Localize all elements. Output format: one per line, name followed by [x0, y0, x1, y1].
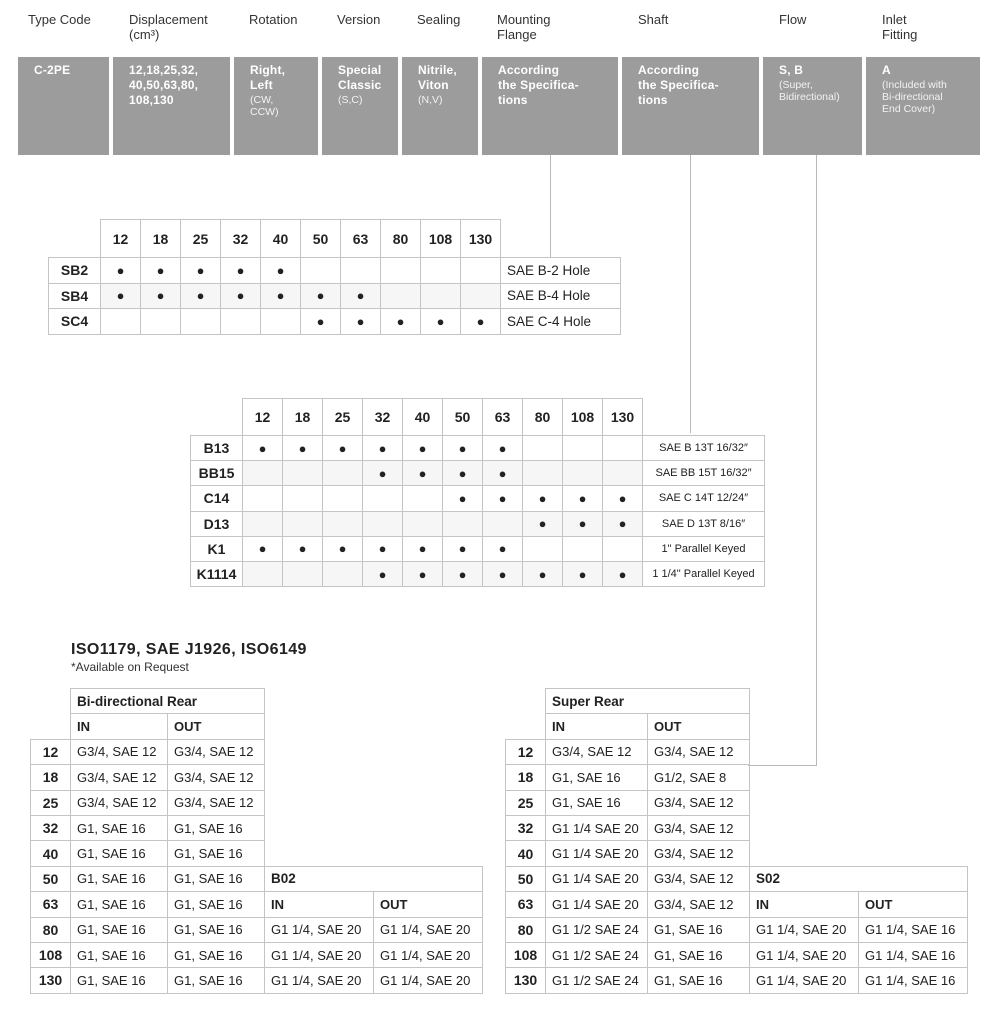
- availability-cell: ●: [341, 309, 381, 335]
- label-flow: Flow: [779, 12, 807, 27]
- size-header: 63: [341, 220, 381, 258]
- availability-cell: [261, 309, 301, 335]
- in-port-cell: G1 1/4 SAE 20: [546, 866, 648, 891]
- out-port-cell: G3/4, SAE 12: [648, 790, 750, 815]
- availability-cell: ●: [461, 309, 501, 335]
- availability-cell: ●: [101, 283, 141, 309]
- availability-cell: [363, 486, 403, 511]
- box-flow-note: (Super, Bidirectional): [779, 79, 840, 103]
- availability-cell: ●: [243, 436, 283, 461]
- box-inlet-fitting-note: (Included with Bi-directional End Cover): [882, 79, 947, 115]
- label-shaft: Shaft: [638, 12, 669, 27]
- size-header: 130: [603, 399, 643, 436]
- availability-cell: ●: [483, 536, 523, 561]
- box-displacement: [113, 57, 230, 155]
- size-cell: 63: [31, 892, 71, 917]
- in-port-cell: G1, SAE 16: [71, 942, 168, 967]
- table-row: [49, 309, 621, 335]
- row-description: SAE B-2 Hole: [501, 258, 621, 284]
- availability-cell: [221, 309, 261, 335]
- availability-cell: [483, 511, 523, 536]
- option-in-header: IN: [265, 892, 374, 917]
- table-row: [31, 815, 483, 840]
- size-cell: 80: [506, 917, 546, 942]
- in-port-cell: G1, SAE 16: [546, 790, 648, 815]
- size-cell: 63: [506, 892, 546, 917]
- availability-cell: ●: [443, 436, 483, 461]
- out-port-cell: G3/4, SAE 12: [648, 841, 750, 866]
- in-port-cell: G1, SAE 16: [71, 866, 168, 891]
- table-row: [191, 461, 765, 486]
- availability-cell: ●: [603, 486, 643, 511]
- availability-cell: [523, 461, 563, 486]
- option-in-header: IN: [750, 892, 859, 917]
- row-description: SAE D 13T 8/16″: [643, 511, 765, 536]
- availability-cell: ●: [563, 486, 603, 511]
- out-port-cell: G1, SAE 16: [168, 892, 265, 917]
- connector-shaft: [690, 155, 691, 433]
- in-port-cell: G1 1/4 SAE 20: [546, 892, 648, 917]
- size-header: 63: [483, 399, 523, 436]
- in-port-cell: G3/4, SAE 12: [71, 765, 168, 790]
- option-in-cell: G1 1/4, SAE 20: [750, 942, 859, 967]
- table-row: [31, 866, 483, 891]
- size-header: 108: [421, 220, 461, 258]
- option-out-cell: G1 1/4, SAE 20: [374, 968, 483, 993]
- out-header: OUT: [168, 714, 265, 739]
- availability-cell: ●: [261, 258, 301, 284]
- in-port-cell: G1 1/2 SAE 24: [546, 917, 648, 942]
- in-port-cell: G1 1/2 SAE 24: [546, 968, 648, 993]
- box-shaft-value: According the Specifica- tions: [638, 63, 719, 107]
- out-port-cell: G1, SAE 16: [168, 942, 265, 967]
- label-inlet-fitting: Inlet Fitting: [882, 12, 918, 42]
- size-cell: 32: [506, 815, 546, 840]
- label-mounting-flange: Mounting Flange: [497, 12, 551, 42]
- availability-cell: [603, 436, 643, 461]
- availability-cell: [243, 561, 283, 586]
- option-out-cell: G1 1/4, SAE 16: [859, 942, 968, 967]
- out-port-cell: G3/4, SAE 12: [648, 892, 750, 917]
- size-header: 40: [403, 399, 443, 436]
- availability-cell: ●: [283, 436, 323, 461]
- out-port-cell: G3/4, SAE 12: [168, 765, 265, 790]
- connector-flow: [816, 155, 817, 765]
- table-row: [506, 765, 968, 790]
- in-port-cell: G3/4, SAE 12: [71, 739, 168, 764]
- box-version: [322, 57, 398, 155]
- option-out-cell: G1 1/4, SAE 20: [374, 917, 483, 942]
- size-cell: 25: [31, 790, 71, 815]
- out-port-cell: G1, SAE 16: [648, 942, 750, 967]
- availability-cell: ●: [403, 536, 443, 561]
- box-sealing-note: (N,V): [418, 94, 443, 106]
- in-port-cell: G3/4, SAE 12: [71, 790, 168, 815]
- row-code: C14: [191, 486, 243, 511]
- availability-cell: ●: [483, 461, 523, 486]
- in-port-cell: G1, SAE 16: [546, 765, 648, 790]
- table-row: [191, 486, 765, 511]
- availability-cell: ●: [421, 309, 461, 335]
- availability-cell: [523, 436, 563, 461]
- availability-cell: ●: [301, 283, 341, 309]
- availability-cell: ●: [341, 283, 381, 309]
- availability-cell: [283, 461, 323, 486]
- size-cell: 80: [31, 917, 71, 942]
- row-code: K1: [191, 536, 243, 561]
- box-rotation-value: Right, Left: [250, 63, 286, 92]
- availability-cell: ●: [141, 258, 181, 284]
- table-row: [31, 765, 483, 790]
- label-sealing: Sealing: [417, 12, 461, 27]
- row-description: SAE C-4 Hole: [501, 309, 621, 335]
- table-row: [191, 511, 765, 536]
- out-port-cell: G1, SAE 16: [648, 968, 750, 993]
- availability-cell: [523, 536, 563, 561]
- availability-cell: [283, 561, 323, 586]
- row-description: 1" Parallel Keyed: [643, 536, 765, 561]
- out-port-cell: G1, SAE 16: [168, 968, 265, 993]
- row-code: SC4: [49, 309, 101, 335]
- availability-cell: ●: [323, 436, 363, 461]
- in-port-cell: G1, SAE 16: [71, 917, 168, 942]
- in-port-cell: G1 1/4 SAE 20: [546, 815, 648, 840]
- availability-cell: [603, 536, 643, 561]
- table-row: [506, 815, 968, 840]
- option-title: B02: [265, 866, 483, 891]
- box-sealing: [402, 57, 478, 155]
- out-port-cell: G1/2, SAE 8: [648, 765, 750, 790]
- availability-cell: ●: [443, 561, 483, 586]
- size-header: 80: [381, 220, 421, 258]
- size-header: 40: [261, 220, 301, 258]
- out-port-cell: G1, SAE 16: [168, 815, 265, 840]
- availability-cell: ●: [221, 283, 261, 309]
- availability-cell: [381, 258, 421, 284]
- table-row: [31, 841, 483, 866]
- size-cell: 32: [31, 815, 71, 840]
- bidirectional-rear-title: Bi-directional Rear: [71, 689, 265, 714]
- super-rear-title: Super Rear: [546, 689, 750, 714]
- table-row: [506, 942, 968, 967]
- availability-cell: ●: [363, 561, 403, 586]
- table-row: [31, 892, 483, 917]
- in-port-cell: G3/4, SAE 12: [546, 739, 648, 764]
- availability-cell: [323, 461, 363, 486]
- option-in-cell: G1 1/4, SAE 20: [265, 917, 374, 942]
- availability-cell: ●: [443, 536, 483, 561]
- availability-cell: [363, 511, 403, 536]
- size-header: 12: [243, 399, 283, 436]
- availability-cell: ●: [563, 511, 603, 536]
- availability-cell: [141, 309, 181, 335]
- availability-cell: ●: [221, 258, 261, 284]
- availability-cell: ●: [443, 461, 483, 486]
- row-code: BB15: [191, 461, 243, 486]
- in-port-cell: G1, SAE 16: [71, 968, 168, 993]
- box-mounting-flange-value: According the Specifica- tions: [498, 63, 579, 107]
- table-row: [191, 436, 765, 461]
- size-cell: 40: [31, 841, 71, 866]
- size-header: 108: [563, 399, 603, 436]
- availability-cell: [421, 258, 461, 284]
- availability-cell: ●: [403, 561, 443, 586]
- in-port-cell: G1, SAE 16: [71, 815, 168, 840]
- availability-cell: ●: [523, 511, 563, 536]
- availability-cell: [101, 309, 141, 335]
- table-row: [31, 739, 483, 764]
- availability-cell: ●: [483, 561, 523, 586]
- availability-cell: ●: [181, 258, 221, 284]
- iso-availability-note: *Available on Request: [71, 660, 189, 674]
- table-row: [49, 283, 621, 309]
- row-description: SAE B-4 Hole: [501, 283, 621, 309]
- size-cell: 25: [506, 790, 546, 815]
- table-row: [506, 841, 968, 866]
- box-inlet-fitting: [866, 57, 980, 155]
- size-cell: 12: [31, 739, 71, 764]
- availability-cell: ●: [483, 436, 523, 461]
- size-header: 32: [363, 399, 403, 436]
- availability-cell: ●: [181, 283, 221, 309]
- option-in-cell: G1 1/4, SAE 20: [750, 968, 859, 993]
- box-flow: [763, 57, 862, 155]
- availability-cell: [403, 511, 443, 536]
- table-row: [49, 258, 621, 284]
- in-header: IN: [546, 714, 648, 739]
- size-cell: 18: [31, 765, 71, 790]
- availability-cell: [283, 511, 323, 536]
- out-port-cell: G1, SAE 16: [168, 866, 265, 891]
- out-port-cell: G3/4, SAE 12: [168, 790, 265, 815]
- box-displacement-value: 12,18,25,32, 40,50,63,80, 108,130: [129, 63, 199, 107]
- availability-cell: ●: [243, 536, 283, 561]
- size-cell: 108: [31, 942, 71, 967]
- availability-cell: [461, 283, 501, 309]
- availability-cell: [461, 258, 501, 284]
- box-mounting-flange: [482, 57, 618, 155]
- table-row: [191, 536, 765, 561]
- availability-cell: ●: [141, 283, 181, 309]
- availability-cell: [403, 486, 443, 511]
- availability-cell: [421, 283, 461, 309]
- availability-cell: [381, 283, 421, 309]
- availability-cell: ●: [403, 461, 443, 486]
- availability-cell: [443, 511, 483, 536]
- availability-cell: ●: [563, 561, 603, 586]
- availability-cell: [243, 511, 283, 536]
- box-inlet-fitting-value: A: [882, 63, 891, 77]
- availability-cell: ●: [403, 436, 443, 461]
- row-description: 1 1/4" Parallel Keyed: [643, 561, 765, 586]
- availability-cell: ●: [523, 486, 563, 511]
- in-port-cell: G1 1/4 SAE 20: [546, 841, 648, 866]
- row-description: SAE C 14T 12/24″: [643, 486, 765, 511]
- box-type-code: [18, 57, 109, 155]
- table-row: [31, 790, 483, 815]
- availability-cell: ●: [443, 486, 483, 511]
- out-port-cell: G1, SAE 16: [648, 917, 750, 942]
- size-header: 130: [461, 220, 501, 258]
- table-row: [506, 790, 968, 815]
- size-cell: 130: [31, 968, 71, 993]
- table-row: [506, 892, 968, 917]
- table-row: [506, 968, 968, 993]
- size-header: 12: [101, 220, 141, 258]
- availability-cell: ●: [301, 309, 341, 335]
- availability-cell: ●: [283, 536, 323, 561]
- availability-cell: [323, 511, 363, 536]
- availability-cell: [563, 436, 603, 461]
- option-out-cell: G1 1/4, SAE 16: [859, 968, 968, 993]
- availability-cell: ●: [381, 309, 421, 335]
- in-port-cell: G1, SAE 16: [71, 841, 168, 866]
- size-header: 80: [523, 399, 563, 436]
- row-code: SB4: [49, 283, 101, 309]
- label-type-code: Type Code: [28, 12, 91, 27]
- availability-cell: ●: [101, 258, 141, 284]
- size-cell: 108: [506, 942, 546, 967]
- availability-cell: [243, 461, 283, 486]
- box-type-code-value: C-2PE: [34, 63, 71, 77]
- availability-cell: [603, 461, 643, 486]
- box-sealing-value: Nitrile, Viton: [418, 63, 457, 92]
- availability-cell: [181, 309, 221, 335]
- size-cell: 18: [506, 765, 546, 790]
- out-port-cell: G3/4, SAE 12: [168, 739, 265, 764]
- availability-cell: [563, 461, 603, 486]
- out-port-cell: G1, SAE 16: [168, 917, 265, 942]
- size-cell: 130: [506, 968, 546, 993]
- availability-cell: ●: [603, 511, 643, 536]
- availability-cell: ●: [261, 283, 301, 309]
- availability-cell: ●: [483, 486, 523, 511]
- option-in-cell: G1 1/4, SAE 20: [265, 968, 374, 993]
- availability-cell: ●: [363, 461, 403, 486]
- availability-cell: ●: [363, 436, 403, 461]
- label-displacement: Displacement (cm³): [129, 12, 208, 42]
- row-description: SAE BB 15T 16/32″: [643, 461, 765, 486]
- availability-cell: ●: [363, 536, 403, 561]
- table-row: [506, 917, 968, 942]
- option-in-cell: G1 1/4, SAE 20: [750, 917, 859, 942]
- option-out-cell: G1 1/4, SAE 16: [859, 917, 968, 942]
- label-rotation: Rotation: [249, 12, 298, 27]
- row-code: SB2: [49, 258, 101, 284]
- availability-cell: [301, 258, 341, 284]
- in-port-cell: G1 1/2 SAE 24: [546, 942, 648, 967]
- size-cell: 12: [506, 739, 546, 764]
- out-port-cell: G3/4, SAE 12: [648, 815, 750, 840]
- availability-cell: [323, 561, 363, 586]
- label-version: Version: [337, 12, 381, 27]
- mounting-flange-table: [48, 219, 621, 335]
- out-port-cell: G1, SAE 16: [168, 841, 265, 866]
- availability-cell: ●: [323, 536, 363, 561]
- out-header: OUT: [648, 714, 750, 739]
- size-header: 50: [301, 220, 341, 258]
- table-row: [506, 739, 968, 764]
- availability-cell: [323, 486, 363, 511]
- box-rotation: [234, 57, 318, 155]
- super-rear-table: [505, 688, 968, 994]
- availability-cell: [341, 258, 381, 284]
- size-header: 18: [283, 399, 323, 436]
- size-header: 50: [443, 399, 483, 436]
- size-header: 25: [323, 399, 363, 436]
- iso-standards-title: ISO1179, SAE J1926, ISO6149: [71, 641, 307, 658]
- table-row: [31, 942, 483, 967]
- box-version-value: Special Classic: [338, 63, 382, 92]
- out-port-cell: G3/4, SAE 12: [648, 739, 750, 764]
- size-cell: 40: [506, 841, 546, 866]
- option-out-cell: G1 1/4, SAE 20: [374, 942, 483, 967]
- availability-cell: [563, 536, 603, 561]
- availability-cell: ●: [603, 561, 643, 586]
- availability-cell: [243, 486, 283, 511]
- row-code: D13: [191, 511, 243, 536]
- out-port-cell: G3/4, SAE 12: [648, 866, 750, 891]
- in-port-cell: G1, SAE 16: [71, 892, 168, 917]
- option-in-cell: G1 1/4, SAE 20: [265, 942, 374, 967]
- box-rotation-note: (CW, CCW): [250, 94, 279, 118]
- availability-cell: [283, 486, 323, 511]
- table-row: [506, 866, 968, 891]
- bidirectional-rear-table: [30, 688, 483, 994]
- row-description: SAE B 13T 16/32″: [643, 436, 765, 461]
- option-out-header: OUT: [859, 892, 968, 917]
- box-shaft: [622, 57, 759, 155]
- size-header: 25: [181, 220, 221, 258]
- size-header: 18: [141, 220, 181, 258]
- option-title: S02: [750, 866, 968, 891]
- box-flow-value: S, B: [779, 63, 804, 77]
- size-cell: 50: [506, 866, 546, 891]
- availability-cell: ●: [523, 561, 563, 586]
- size-cell: 50: [31, 866, 71, 891]
- table-row: [31, 917, 483, 942]
- shaft-table: [190, 398, 765, 587]
- row-code: B13: [191, 436, 243, 461]
- row-code: K1114: [191, 561, 243, 586]
- in-header: IN: [71, 714, 168, 739]
- table-row: [191, 561, 765, 586]
- option-out-header: OUT: [374, 892, 483, 917]
- box-version-note: (S,C): [338, 94, 363, 106]
- size-header: 32: [221, 220, 261, 258]
- table-row: [31, 968, 483, 993]
